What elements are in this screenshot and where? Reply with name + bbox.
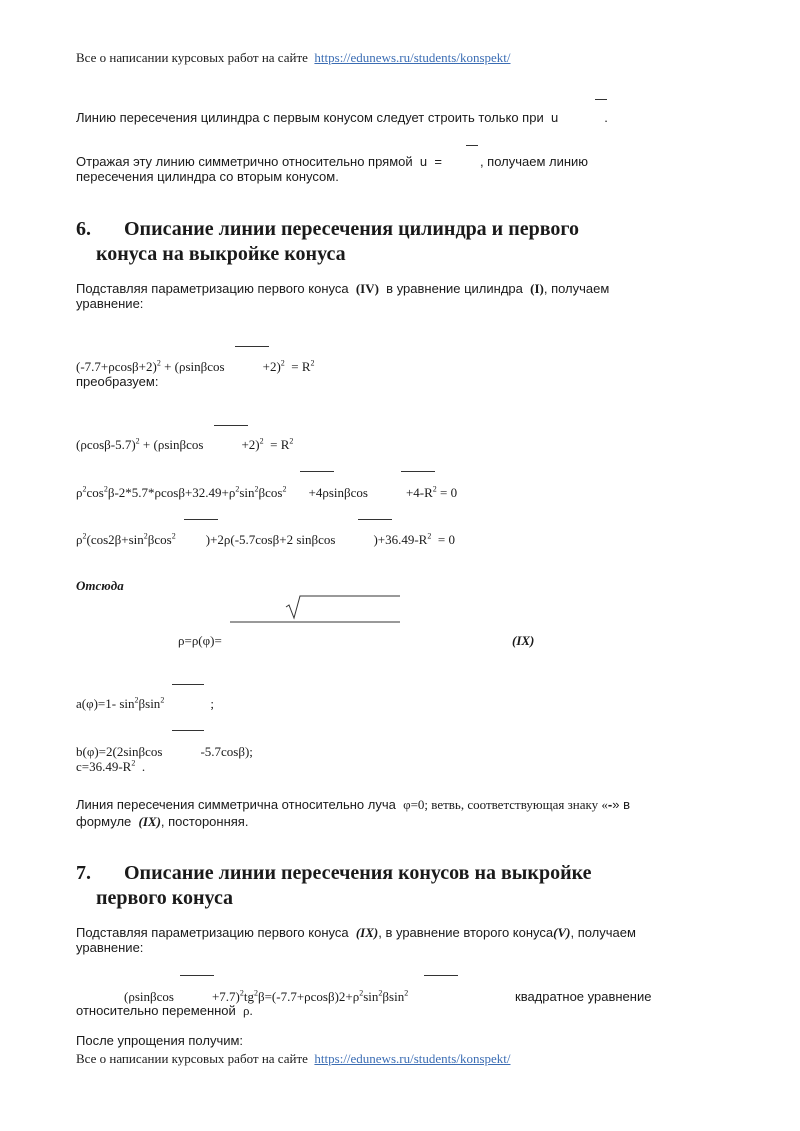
equation-1: $(-7.7+\rho\cos\beta+2)^2 + (\rho\sin\beta\cos +2)^2 = R^2$: [76, 358, 315, 374]
overline-mark: [424, 975, 458, 976]
section-6-title-1: Описание линии пересечения цилиндра и первого: [124, 218, 579, 240]
page-footer: [76, 1051, 511, 1067]
quadratic-label: квадратное уравнение: [515, 989, 652, 1004]
overline-mark: [184, 519, 218, 520]
radical-sign: [228, 590, 408, 626]
header-link[interactable]: https://edunews.ru/students/konspekt/: [314, 50, 511, 65]
section-7-heading-cont: первого конуса: [96, 887, 234, 909]
section-6-heading: [76, 217, 579, 242]
overline-mark: [401, 471, 435, 472]
header-text: Все о написании курсовых работ на сайте: [76, 50, 308, 65]
overline-mark: [300, 471, 334, 472]
rho-formula: ρ=ρ(φ)=: [178, 633, 222, 648]
cone-equation: $(\rho\sin\beta\cos +7.7)^2tg^2\beta=(-7.7+\rho\cos\beta)2+\rho^2\sin^2\beta\sin^2$: [124, 988, 409, 1004]
section-6-paragraph: Подставляя параметризацию первого конуса (IV) в уравнение цилиндра (I), получаем: [76, 281, 610, 296]
equation-4: $\rho^2(\cos 2\beta+\sin^2\beta\cos^2$ )+2ρ(-5.7cosβ+2 sinβcos )$+36.49-R^2 = 0$: [76, 531, 455, 547]
page-header: [76, 50, 511, 66]
overline-mark: [358, 519, 392, 520]
overline-mark: [180, 975, 214, 976]
overline-mark: [214, 425, 248, 426]
intro-paragraph-2-cont: пересечения цилиндра со вторым конусом.: [76, 169, 339, 184]
a-definition: a(φ)=1- $\sin^2\beta\sin^2$ ;: [76, 695, 214, 711]
overline-mark: [595, 99, 607, 100]
overline-mark: [172, 684, 204, 685]
symmetry-paragraph: Линия пересечения симметрична относительно луча φ=0; ветвь, соответствующая знаку «-» в: [76, 797, 630, 812]
section-6-paragraph-cont: уравнение:: [76, 296, 144, 311]
equation-2: $(\rho\cos\beta-5.7)^2 + (\rho\sin\beta\cos +2)^2 = R^2$: [76, 436, 294, 452]
section-7-paragraph: Подставляя параметризацию первого конуса (IX), в уравнение второго конуса(V), получаем: [76, 925, 636, 940]
c-definition: $c=36.49-R^2$ .: [76, 758, 146, 774]
section-7-title-1: Описание линии пересечения конусов на выкройке: [124, 862, 592, 884]
equation-3: $\rho^2\cos^2\beta-2*5.7*\rho\cos\beta+32.49+\rho^2\sin^2\beta\cos^2 +4\rho\sin\beta\cos +4-R^2 = 0$: [76, 484, 458, 500]
footer-text: Все о написании курсовых работ на сайте: [76, 1051, 308, 1066]
overline-mark: [172, 730, 204, 731]
after-simplification: После упрощения получим:: [76, 1033, 244, 1048]
section-7-number: 7.: [76, 862, 91, 884]
hence-label: Отсюда: [76, 578, 124, 593]
transform-label: преобразуем:: [76, 374, 159, 389]
symmetry-paragraph-cont: формуле (IX), посторонняя.: [76, 814, 249, 829]
overline-mark: [235, 346, 269, 347]
variable-line: относительно переменной ρ.: [76, 1003, 253, 1018]
section-7-heading: [76, 861, 592, 886]
section-6-heading-cont: конуса на выкройке конуса: [96, 243, 346, 265]
intro-paragraph-2: Отражая эту линию симметрично относительно прямой u = , получаем линию: [76, 154, 589, 169]
b-definition: b(φ)=2(2sinβcos -5.7cosβ);: [76, 744, 253, 759]
footer-link[interactable]: https://edunews.ru/students/konspekt/: [314, 1051, 511, 1066]
overline-mark: [466, 145, 478, 146]
intro-paragraph-1: Линию пересечения цилиндра с первым конусом следует строить только при u .: [76, 110, 608, 125]
section-7-paragraph-cont: уравнение:: [76, 940, 144, 955]
formula-ref-ix: (IX): [512, 633, 535, 648]
section-6-number: 6.: [76, 218, 91, 240]
